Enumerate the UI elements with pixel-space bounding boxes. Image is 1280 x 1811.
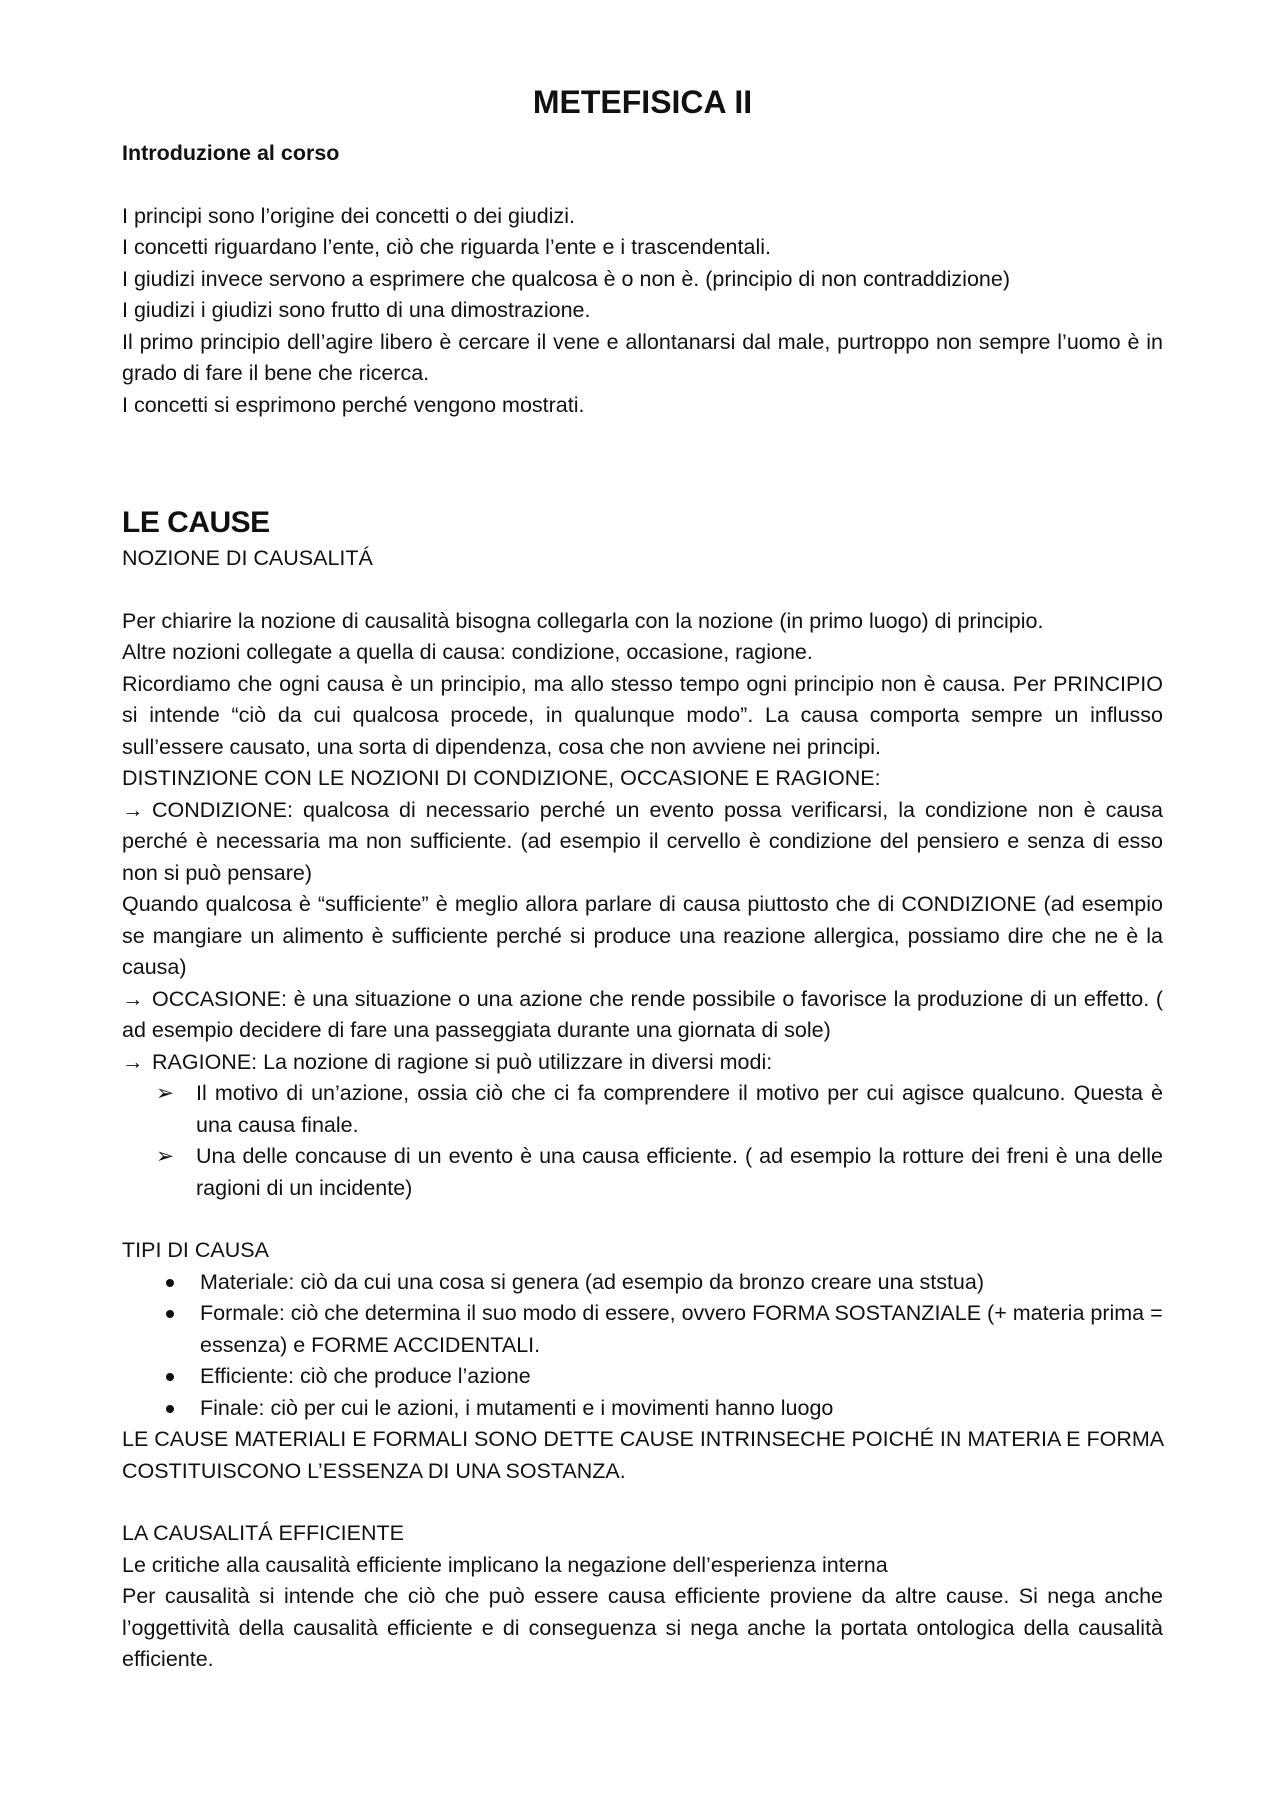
list-item-text: Finale: ciò per cui le azioni, i mutamenti e i movimenti hanno luogo — [200, 1395, 834, 1420]
list-item-text: Formale: ciò che determina il suo modo di essere, ovvero FORMA SOSTANZIALE (+ materia prima = essenza) e FORME ACCIDENTALI. — [200, 1301, 1163, 1357]
paragraph: Per chiarire la nozione di causalità bisogna collegarla con la nozione (in primo luogo) di principio. — [122, 608, 1044, 633]
bullet-icon — [166, 1310, 174, 1318]
intro-line: I giudizi invece servono a esprimere che qualcosa è o non è. (principio di non contraddizione) — [122, 266, 1010, 291]
list-item-text: Materiale: ciò da cui una cosa si genera (ad esempio da bronzo creare una ststua) — [200, 1269, 984, 1294]
subsection-heading: TIPI DI CAUSA — [122, 1238, 269, 1262]
ragione-paragraph — [122, 1047, 1163, 1079]
tipi-note: LE CAUSE MATERIALI E FORMALI SONO DETTE CAUSE INTRINSECHE POICHÉ IN MATERIA E FORMA COSTITUISCONO L’ESSENZA DI UNA SOSTANZA. — [122, 1427, 1163, 1483]
paragraph: Per causalità si intende che ciò che può essere causa efficiente proviene da altre cause. Si nega anche l’oggettività della causalità efficiente e di conseguenza si nega anche la portata ontologica della causalità efficiente. — [122, 1584, 1163, 1671]
paragraph: Ricordiamo che ogni causa è un principio, ma allo stesso tempo ogni principio non è causa. Per PRINCIPIO si intende “ciò da cui qualcosa procede, in qualunque modo”. La causa comporta sempre un influsso sull’essere causato, una sorta di dipendenza, cosa che non avviene nei principi. — [122, 671, 1163, 759]
occasione-paragraph — [122, 984, 1163, 1047]
occasione-text: OCCASIONE: è una situazione o una azione che rende possibile o favorisce la produzione di un effetto. ( ad esempio decidere di fare una passeggiata durante una giornata di sole) — [122, 986, 1163, 1042]
ragione-list — [122, 1078, 1163, 1204]
condizione-text: CONDIZIONE: qualcosa di necessario perché un evento possa verificarsi, la condizione non è causa perché è necessaria ma non sufficiente. (ad esempio il cervello è condizione del pensiero e senza di esso non si può pensare) — [122, 797, 1163, 885]
paragraph: Altre nozioni collegate a quella di causa: condizione, occasione, ragione. — [122, 640, 813, 664]
bullet-icon — [166, 1279, 174, 1287]
sufficiente-paragraph: Quando qualcosa è “sufficiente” è meglio allora parlare di causa piuttosto che di CONDIZIONE (ad esempio se mangiare un alimento è sufficiente perché si produce una reazione allergica, possiamo dire che ne è la causa) — [122, 892, 1163, 979]
intro-line: Il primo principio dell’agire libero è cercare il vene e allontanarsi dal male, purtroppo non sempre l’uomo è in grado di fare il bene che ricerca. — [122, 329, 1163, 385]
list-item — [122, 1393, 1163, 1425]
list-item-text: Una delle concause di un evento è una causa efficiente. ( ad esempio la rotture dei freni è una delle ragioni di un incidente) — [196, 1144, 1163, 1200]
condizione-paragraph — [122, 795, 1163, 890]
intro-heading: Introduzione al corso — [122, 141, 340, 165]
list-item-text: Il motivo di un’azione, ossia ciò che ci fa comprendere il motivo per cui agisce qualcuno. Questa è una causa finale. — [196, 1081, 1163, 1137]
arrow-icon: → — [122, 986, 144, 1011]
subsection-heading: NOZIONE DI CAUSALITÁ — [122, 546, 373, 570]
list-item — [122, 1361, 1163, 1393]
list-item-text: Efficiente: ciò che produce l’azione — [200, 1364, 531, 1388]
bullet-icon — [166, 1373, 174, 1381]
arrow-icon: → — [122, 797, 144, 822]
document-body — [122, 80, 1163, 1676]
list-item — [122, 1298, 1163, 1361]
arrow-icon: → — [122, 1049, 144, 1074]
list-item — [122, 1141, 1163, 1204]
arrowhead-bullet-icon: ➢ — [156, 1081, 175, 1105]
tipi-list — [122, 1267, 1163, 1425]
section-heading-cause: LE CAUSE — [122, 506, 270, 539]
paragraph: Le critiche alla causalità efficiente implicano la negazione dell’esperienza interna — [122, 1552, 888, 1577]
ragione-text: RAGIONE: La nozione di ragione si può utilizzare in diversi modi: — [152, 1049, 773, 1074]
intro-line: I principi sono l’origine dei concetti o dei giudizi. — [122, 203, 575, 228]
intro-line: I concetti riguardano l’ente, ciò che riguarda l’ente e i trascendentali. — [122, 235, 771, 259]
subsection-heading: LA CAUSALITÁ EFFICIENTE — [122, 1521, 404, 1545]
distinction-heading: DISTINZIONE CON LE NOZIONI DI CONDIZIONE, OCCASIONE E RAGIONE: — [122, 766, 881, 790]
intro-line: I giudizi i giudizi sono frutto di una dimostrazione. — [122, 298, 591, 322]
list-item — [122, 1078, 1163, 1141]
bullet-icon — [166, 1405, 174, 1413]
intro-line: I concetti si esprimono perché vengono mostrati. — [122, 392, 585, 417]
list-item — [122, 1267, 1163, 1299]
arrowhead-bullet-icon: ➢ — [156, 1144, 175, 1168]
document-title: METEFISICA II — [532, 84, 753, 120]
